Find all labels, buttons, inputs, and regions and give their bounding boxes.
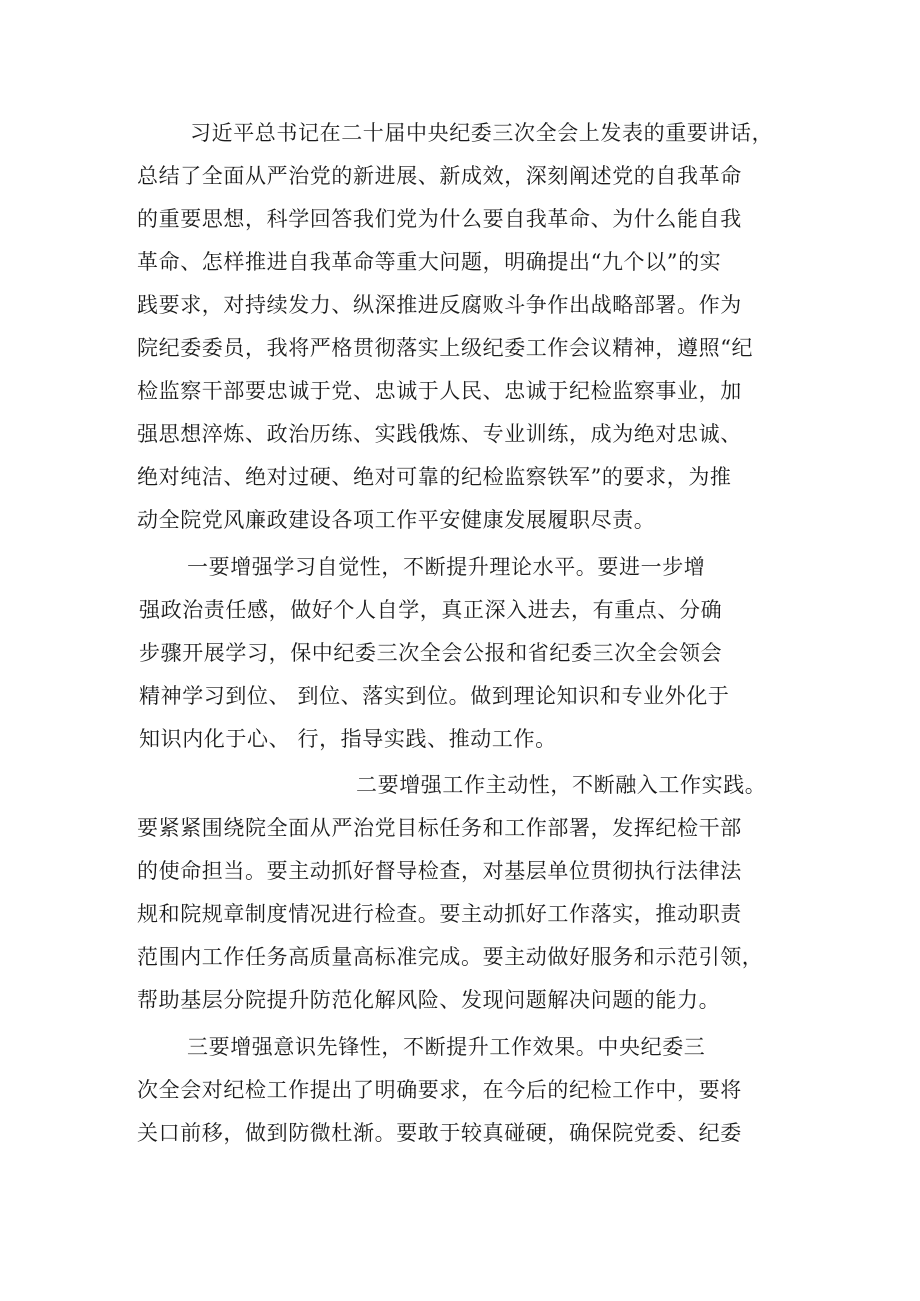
paragraph-1-line-6: 院纪委委员，我将严格贯彻落实上级纪委工作会议精神，遵照“纪 xyxy=(137,336,754,360)
paragraph-4-line-1: 三要增强意识先锋性，不断提升工作效果。中央纪委三 xyxy=(187,1035,706,1059)
paragraph-1-line-9: 绝对纯洁、绝对过硬、绝对可靠的纪检监察铁军”的要求，为推 xyxy=(137,465,732,489)
paragraph-1-line-4: 革命、怎样推进自我革命等重大问题，明确提出“九个以”的实 xyxy=(137,250,722,274)
paragraph-1-line-7: 检监察干部要忠诚于党、忠诚于人民、忠诚于纪检监察事业，加 xyxy=(137,379,742,403)
paragraph-1-line-3: 的重要思想，科学回答我们党为什么要自我革命、为什么能自我 xyxy=(137,207,742,231)
paragraph-2-line-5: 知识内化于心、 行，指导实践、推动工作。 xyxy=(139,727,557,751)
paragraph-4-line-3: 关口前移，做到防微杜渐。要敢于较真碰硬，确保院党委、纪委 xyxy=(137,1121,742,1145)
paragraph-3-line-5: 范围内工作任务高质量高标准完成。要主动做好服务和示范引领， xyxy=(137,945,764,969)
paragraph-3-line-6: 帮助基层分院提升防范化解风险、发现问题解决问题的能力。 xyxy=(137,988,721,1012)
paragraph-2-line-4: 精神学习到位、 到位、落实到位。做到理论知识和专业外化于 xyxy=(139,684,730,708)
paragraph-1-line-5: 践要求，对持续发力、纵深推进反腐败斗争作出战略部署。作为 xyxy=(137,293,742,317)
paragraph-3-line-1: 二要增强工作主动性，不断融入工作实践。 xyxy=(356,773,767,797)
paragraph-1-line-1: 习近平总书记在二十届中央纪委三次全会上发表的重要讲话， xyxy=(190,121,774,145)
paragraph-3-line-2: 要紧紧围绕院全面从严治党目标任务和工作部署，发挥纪检干部 xyxy=(137,816,742,840)
paragraph-3-line-3: 的使命担当。要主动抓好督导检查，对基层单位贯彻执行法律法 xyxy=(137,859,742,883)
paragraph-2-line-3: 步骤开展学习，保中纪委三次全会公报和省纪委三次全会领会 xyxy=(139,641,723,665)
paragraph-4-line-2: 次全会对纪检工作提出了明确要求，在今后的纪检工作中，要将 xyxy=(137,1078,742,1102)
paragraph-1-line-2: 总结了全面从严治党的新进展、新成效，深刻阐述党的自我革命 xyxy=(137,164,742,188)
paragraph-2-line-2: 强政治责任感，做好个人自学，真正深入进去，有重点、分确 xyxy=(139,598,723,622)
paragraph-1-line-10: 动全院党风廉政建设各项工作平安健康发展履职尽责。 xyxy=(137,508,656,532)
paragraph-2-line-1: 一要增强学习自觉性，不断提升理论水平。要进一步增 xyxy=(187,555,706,579)
paragraph-1-line-8: 强思想淬炼、政治历练、实践俄炼、专业训练，成为绝对忠诚、 xyxy=(137,422,742,446)
paragraph-3-line-4: 规和院规章制度情况进行检查。要主动抓好工作落实，推动职责 xyxy=(137,902,742,926)
